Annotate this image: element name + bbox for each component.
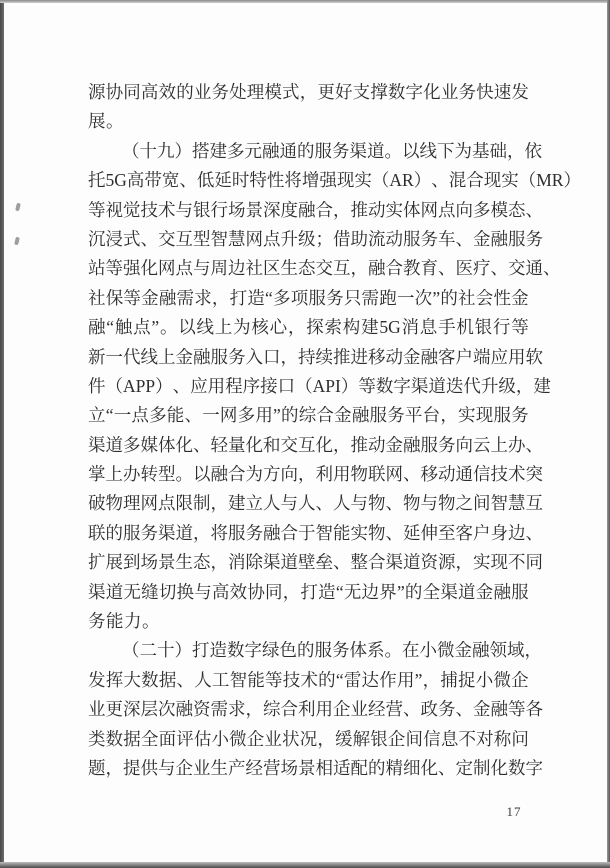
text-line: 社 保 等 金 融 需 求 ， 打 造 “ 多 项 服 务 只 需 跑 一 次 ” 的 社 会 性 金 <box>88 287 529 308</box>
text-line: 务 能 力 。 <box>88 611 160 632</box>
text-line: 融 “ 触 点 ” 。 以 线 上 为 核 心 ， 探 索 构 建 5G 消 息 手 机 银 行 等 <box>88 317 529 338</box>
text-line: 托 5G 高 带 宽 、 低 延 时 特 性 将 增 强 现 实 （ AR ） 、 混 合 现 实 （ MR ） <box>88 170 581 191</box>
scan-edge-bottom <box>0 862 610 868</box>
document-text-block <box>88 78 581 783</box>
scan-smudge-mark <box>15 203 21 212</box>
text-line: 扩 展 到 场 景 生 态 ， 消 除 渠 道 壁 垒 、 整 合 渠 道 资 源 ， 实 现 不 同 <box>88 552 543 573</box>
text-line: 件 （ APP ） 、 应 用 程 序 接 口 （ API ） 等 数 字 渠 道 迭 代 升 级 ， 建 <box>88 375 551 396</box>
text-line: 业 更 深 层 次 融 资 需 求 ， 综 合 利 用 企 业 经 营 、 政 务 、 金 融 等 各 <box>88 699 543 720</box>
text-line: 渠 道 无 缝 切 换 与 高 效 协 同 ， 打 造 “ 无 边 界 ” 的 全 渠 道 金 融 服 <box>88 581 529 602</box>
text-line-section-20-heading: （ 二 十 ） 打 造 数 字 绿 色 的 服 务 体 系 。 在 小 微 金 融 领 域 ， <box>122 640 542 661</box>
text-line-section-19-heading: （ 十 九 ） 搭 建 多 元 融 通 的 服 务 渠 道 。 以 线 下 为 基 础 ， 依 <box>122 140 542 161</box>
scan-edge-left <box>0 0 4 868</box>
text-line: 渠 道 多 媒 体 化 、 轻 量 化 和 交 互 化 ， 推 动 金 融 服 务 向 云 上 办 、 <box>88 434 543 455</box>
text-line: 源 协 同 高 效 的 业 务 处 理 模 式 ， 更 好 支 撑 数 字 化 业 务 快 速 发 <box>88 82 529 102</box>
text-line: 破 物 理 网 点 限 制 ， 建 立 人 与 人 、 人 与 物 、 物 与 物 之 间 智 慧 互 <box>88 493 543 514</box>
scan-smudge-mark <box>14 237 20 246</box>
text-line: 联 的 服 务 渠 道 ， 将 服 务 融 合 于 智 能 实 物 、 延 伸 至 客 户 身 边 、 <box>88 522 543 543</box>
text-line: 立 “ 一 点 多 能 、 一 网 多 用 ” 的 综 合 金 融 服 务 平 台 ， 实 现 服 务 <box>88 405 529 426</box>
text-line: 掌 上 办 转 型 。 以 融 合 为 方 向 ， 利 用 物 联 网 、 移 动 通 信 技 术 突 <box>88 464 543 485</box>
page-number: 17 <box>506 804 522 819</box>
text-line: 题 ， 提 供 与 企 业 生 产 经 营 场 景 相 适 配 的 精 细 化 、 定 制 化 数 字 <box>88 757 543 778</box>
text-line: 等 视 觉 技 术 与 银 行 场 景 深 度 融 合 ， 推 动 实 体 网 点 向 多 模 态 、 <box>88 199 543 220</box>
text-line: 展 。 <box>88 111 124 132</box>
scan-edge-top <box>0 0 610 3</box>
text-line: 沉 浸 式 、 交 互 型 智 慧 网 点 升 级 ； 借 助 流 动 服 务 车 、 金 融 服 务 <box>88 228 543 249</box>
text-line: 新 一 代 线 上 金 融 服 务 入 口 ， 持 续 推 进 移 动 金 融 客 户 端 应 用 软 <box>88 346 543 367</box>
text-line: 类 数 据 全 面 评 估 小 微 企 业 状 况 ， 缓 解 银 企 间 信 息 不 对 称 问 <box>88 728 529 749</box>
text-line: 发 挥 大 数 据 、 人 工 智 能 等 技 术 的 “ 雷 达 作 用 ” ， 捕 捉 小 微 企 <box>88 669 529 690</box>
text-line: 站 等 强 化 网 点 与 周 边 社 区 生 态 交 互 ， 融 合 教 育 、 医 疗 、 交 通 、 <box>88 258 561 279</box>
